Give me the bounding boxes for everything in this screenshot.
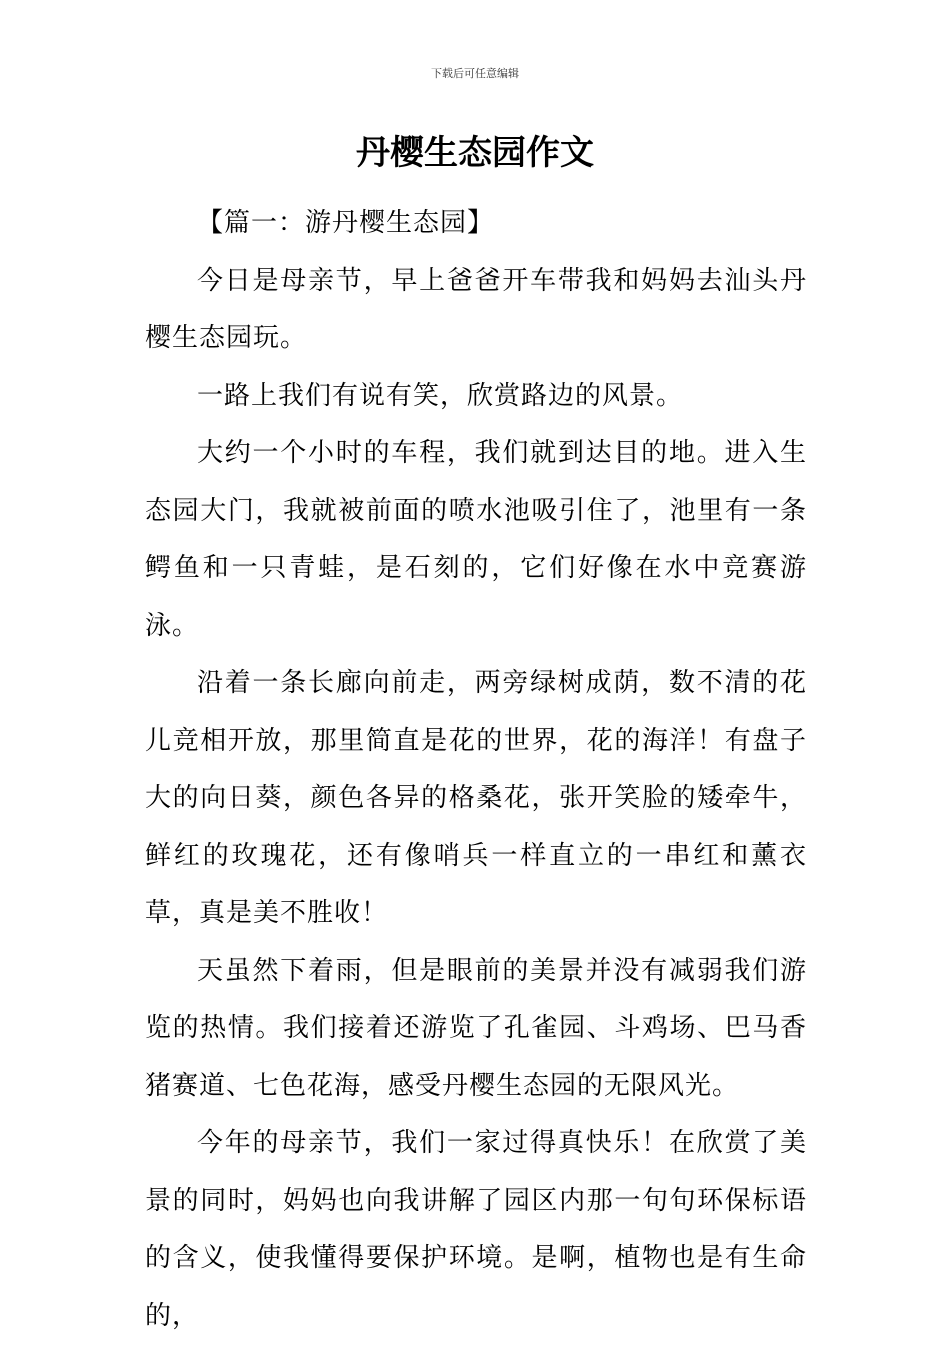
- paragraph-3: 大约一个小时的车程，我们就到达目的地。进入生态园大门，我就被前面的喷水池吸引住了，池里有一条鳄鱼和一只青蛙，是石刻的，它们好像在水中竞赛游泳。: [145, 438, 807, 641]
- paragraph-2: 一路上我们有说有笑，欣赏路边的风景。: [197, 380, 684, 411]
- paragraph-1: 今日是母亲节，早上爸爸开车带我和妈妈去汕头丹樱生态园玩。: [145, 265, 807, 353]
- document-title: 丹樱生态园作文: [356, 133, 594, 173]
- paragraph-5: 天虽然下着雨，但是眼前的美景并没有减弱我们游览的热情。我们接着还游览了孔雀园、斗鸡场、巴马香猪赛道、七色花海，感受丹樱生态园的无限风光。: [145, 955, 807, 1101]
- section-heading: 【篇一：游丹樱生态园】: [197, 208, 495, 238]
- paragraph-4: 沿着一条长廊向前走，两旁绿树成荫，数不清的花儿竞相开放，那里简直是花的世界，花的海洋！有盘子大的向日葵，颜色各异的格桑花，张开笑脸的矮牵牛，鲜红的玫瑰花，还有像哨兵一样直立的一串红和薰衣草，真是美不胜收！: [145, 668, 807, 928]
- header-note: 下载后可任意编辑: [431, 67, 519, 80]
- paragraph-6: 今年的母亲节，我们一家过得真快乐！在欣赏了美景的同时，妈妈也向我讲解了园区内那一句句环保标语的含义，使我懂得要保护环境。是啊，植物也是有生命的，: [145, 1128, 807, 1331]
- document-body: [145, 195, 807, 1345]
